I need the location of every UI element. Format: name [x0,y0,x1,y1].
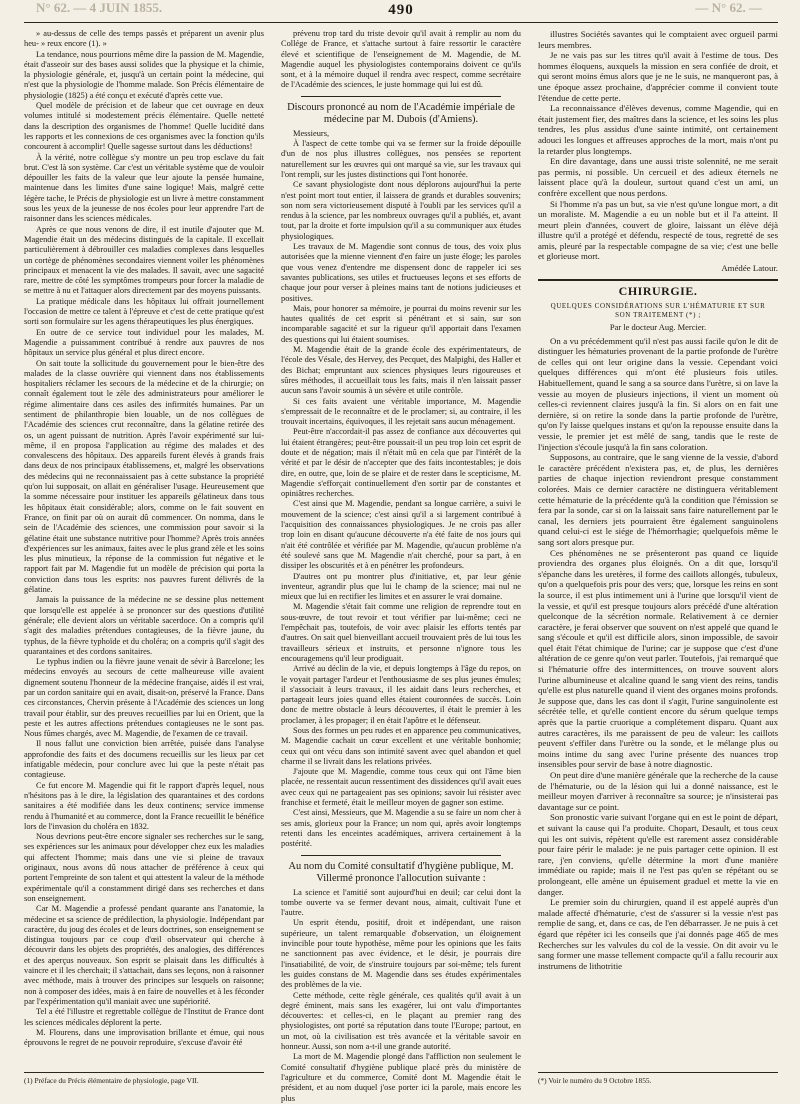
paragraph: On a vu précédemment qu'il n'est pas aussi facile qu'on le dit de distinguer les hématuries provenant de la partie profonde de l'urètre de celles qui ont leur origine dans la vessie. Cependant voici quelques différences qui m'ont été plusieurs fois utiles. Habituellement, quand le sang a sa source dans l'urètre, si on lave la vessie au moyen de plusieurs injections, il vient un moment où celles-ci reviennent claires jusqu'à la fin. Si alors on en fait une dernière, si on retire la sonde dans la partie profonde de l'urètre, qu'on l'y laisse quelques instans et qu'on la repousse ensuite dans la vessie, le premier jet est mêlé de sang, tandis que le reste de l'injection s'écoule jusqu'à la fin sans coloration. [538,335,778,452]
paragraph: La tendance, nous pourrions même dire la passion de M. Magendie, était d'asseoir sur des bases aussi solides que la physique et la chimie, la physiologie générale, et, jusqu'à un certain point la médecine, qui n'est que la physiologie de l'homme malade. Son Précis élémentaire de physiologie (1825) a été conçu et exécuté d'après cette vue. [24,49,264,100]
section-title: CHIRURGIE. [618,283,698,298]
paragraph: On sait toute la sollicitude du gouvernement pour le bien-être des malades de la classe ouvrière qui viennent dans nos établissements hospitaliers réclamer les secours de la médecine et de la chirurgie; on connaît également tout le zèle des administrateurs pour améliorer le régime alimentaire dans ces asiles des infirmités humaines. Par un sentiment de philanthropie bien louable, un de nos collègues de l'Académie des sciences crut reconnaître, dans la gélatine retirée des os, un agent puissant de nutrition. Après l'avoir expérimenté sur lui-même, il en proposa l'application au régime des malades et des convalescens des hôpitaux. Des appareils furent élevés à grands frais dans deux de nos principaux établissemens, et, malgré les observations des médecins qui ne reconnaissaient pas à cette substance la propriété qu'on lui supposait, on allait en généraliser l'usage. Heureusement que la somme nécessaire pour instituer les appareils gélatineux dans tous les hôpitaux était considérable; alors, comme on le fait souvent en France, on finit par où on aurait dû commencer. On nomma, dans le sein de l'Académie des sciences, une commission pour savoir si la gélatine était une substance nutritive pour l'homme? Après trois années d'expériences sur les animaux, faites avec le plus grand zèle et les soins les plus minutieux, la réponse de la commission fut négative et le rapport fait par M. Magendie fut un modèle de précision qui porta la conviction dans tous les esprits: nos pauvres furent délivrés de la gélatine. [24,358,264,595]
bleed-through-right: — N° 62. — [695,0,762,15]
section-rule [538,279,778,281]
speech-villerme [281,888,521,1104]
paragraph: Mais, pour honorer sa mémoire, je pourrai du moins revenir sur les hautes qualités de cet esprit si pénétrant et si sain, sur son incomparable sagacité et sur la rigueur qu'il apportait dans l'examen des questions qui lui étaient soumises. [281,303,521,344]
paragraph: Un esprit étendu, positif, droit et indépendant, une raison supérieure, un talent remarquable d'observation, un éloignement invincible pour toute hypothèse, même pour les opinions que les faits ne sanctionnent pas avec évidence, et le désir, je pourrais dire l'insatiabilité, de voir, de s'instruire toujours par soi-même; tels furent les guides constans de M. Magendie dans ses études expérimentales des problèmes de la vie. [281,918,521,990]
paragraph: » au-dessus de celle des temps passés et préparent un avenir plus heu- » reux encore (1). » [24,29,264,49]
article-body [538,336,778,972]
speech-heading-villerme: Au nom du Comité consultatif d'hygiène publique, M. Villermé prononce l'allocution suivante : [288,860,514,884]
bleed-through-left: N° 62. — 4 JUIN 1855. [36,0,163,15]
paragraph: À la vérité, notre collègue s'y montre un peu trop esclave du fait brut. C'est là son système. Car c'est un véritable système que de vouloir dépouiller les faits de la valeur que leur ajoute la pensée humaine, maintenue dans les limites d'une saine logique! Mais, malgré cette légère tache, le Précis de physiologie est un livre à mettre constamment sous les yeux de la jeunesse de nos écoles pour leur apprendre l'art de raisonner dans les sciences médicales. [24,152,264,224]
column-1 [24,29,264,1091]
paragraph: Peut-être n'accordait-il pas assez de confiance aux découvertes qui lui étaient étrangères; peut-être poussait-il un peu trop loin cet esprit de doute et de négation; mais il n'était mû en cela que par l'intérêt de la vérité et par le désir de n'accepter que des faits incontestables; je dois dire, en outre, que, loin de se plaire et de rester dans le scepticisme, M. Magendie s'efforçait continuellement d'en sortir par de constantes et opiniâtres recherches. [281,427,521,499]
column-2 [281,29,521,1103]
speech-heading-dubois: Discours prononcé au nom de l'Académie impériale de médecine par M. Dubois (d'Amiens). [287,101,515,125]
paragraph: Jamais la puissance de la médecine ne se dessine plus nettement que lorsqu'elle est appelée à se prononcer sur des questions d'utilité générale; elle devient alors un véritable sacerdoce. On a compris qu'il s'agit des maladies prétendues contagieuses, de la fièvre jaune, du typhus, de la fièvre typhoïde et du choléra; on a compris qu'il s'agit des quarantaines et des cordons sanitaires. [24,595,264,656]
paragraph: Il nous fallut une conviction bien arrêtée, puisée dans l'analyse approfondie des faits et des documens recueillis sur les lieux par cet infatigable médecin, pour conclure avec lui que la peste n'était pas contagieuse. [24,739,264,780]
paragraph: À l'aspect de cette tombe qui va se fermer sur la froide dépouille d'un de nos plus illustres collègues, nos pensées se reportent naturellement sur les œuvres qui ont marqué sa vie, sur les travaux qui l'ont rempli, sur les justes distinctions qui l'ont honorée. [281,139,521,179]
signature: Amédée Latour. [721,263,778,274]
column-1-body [24,29,264,1048]
paragraph: Tel a été l'illustre et regrettable collègue de l'Institut de France dont les sciences médicales déplorent la perte. [24,1007,264,1027]
page-number: 490 [388,2,414,18]
paragraph: illustres Sociétés savantes qui le comptaient avec orgueil parmi leurs membres. [538,29,778,50]
paragraph: J'ajoute que M. Magendie, comme tous ceux qui ont l'âme bien placée, ne ressentait aucun ressentiment des dissidences qu'il avait eues avec ceux qui ne partageaient pas ses opinions; savoir lui résister avec franchise et fermeté, était le meilleur moyen de gagner son estime. [281,767,521,808]
paragraph: D'autres ont pu montrer plus d'initiative, et, par leur génie inventeur, agrandir plus que lui le champ de la science; mai nul ne mieux que lui en rectifier les limites et en assurer le vrai domaine. [281,571,521,602]
paragraph: Sous des formes un peu rudes et en apparence peu communicatives, M. Magendie cachait un cœur excellent et une véritable bonhomie; ceux qui ont vécu dans son intimité savent avec quel abandon et quel charme il se livrait dans les relations privées. [281,726,521,766]
paragraph: En dire davantage, dans une aussi triste solennité, ne me serait pas permis, ni possible. Un cercueil et des adieux éternels ne laissent place qu'à la douleur, surtout quand c'est un ami, un confrère excellent que nous perdons. [538,156,778,198]
footnote: (1) Préface du Précis élémentaire de physiologie, page VII. [24,1072,264,1085]
paragraph: M. Magendie s'était fait comme une religion de reprendre tout en sous-œuvre, de tout revoir et tout vérifier par lui-même; ceci ne l'empêchait pas, toutefois, de voir avec plaisir les efforts tentés par d'autres. On sait quel bienveillant accueil trouvaient près de lui tous les travailleurs sérieux et instruits, et personne n'ignore tous les encouragemens qu'il leur prodiguait. [281,602,521,663]
column-3 [538,29,778,1091]
paragraph: M. Flourens, dans une improvisation brillante et émue, qui nous éprouvons le regret de ne pouvoir reproduire, s'excuse d'avoir été [24,1027,264,1048]
paragraph: Le typhus indien ou la fièvre jaune venait de sévir à Barcelone; les médecins envoyés au secours de cette malheureuse ville avaient dignement soutenu l'honneur de la médecine française, aidés il est vrai, par un cordon sanitaire qui en avait, disait-on, préservé la France. Dans ces circonstances, Chervin présente à l'Académie des sciences un long travail pour établir, sur des preuves recueillies par lui en Orient, que la peste et les autres affections prétendues contagieuses ne le sont pas. Nous fûmes chargés, avec M. Magendie, de l'examen de ce travail. [24,657,264,739]
paragraph: La science et l'amitié sont aujourd'hui en deuil; car celui dont la tombe ouverte va se fermer devant nous, aimait, cultivait l'une et l'autre. [281,887,521,918]
column-3-intro [538,29,778,262]
paragraph: Ce fut encore M. Magendie qui fit le rapport d'après lequel, nous n'hésitons pas à le dire, la législation des quarantaines et des cordons sanitaires a été modifiée dans les deux continens; service immense rendu à l'humanité et au commerce, dont la France recueillit le bénéfice lors de l'invasion du choléra en 1832. [24,780,264,831]
paragraph: M. Magendie était de la grande école des expérimentateurs, de l'école des Vésale, des Hervey, des Pecquet, des Malpighi, des Haller et des Bichat; empruntant aux sciences physiques leurs rigoureuses et sûres méthodes, il accueillait tous les faits, mais il n'en laissait passer aucun sans l'avoir soumis à un sévère et utile contrôle. [281,345,521,396]
paragraph: Les travaux de M. Magendie sont connus de tous, des voix plus autorisées que la mienne viennent d'en faire un juste éloge; les paroles que vous venez d'entendre me dispensent donc de rappeler ici ses savantes publications, ses utiles et fructueuses leçons et ses efforts de chaque jour pour verser à pleines mains tant de notions judicieuses et positives. [281,242,521,303]
paragraph: prévenu trop tard du triste devoir qu'il avait à remplir au nom du Collége de France, et s'attache surtout à faire ressortir le caractère élevé et scientifique de l'enseignement de M. Magendie, de M. Magendie auquel les physiologistes contemporains doivent ce qu'ils sont, et à la mémoire duquel il rendra avec respect, comme secrétaire de l'Académie des sciences, le juste hommage qui lui est dû. [281,29,521,90]
paragraph: Ces phénomènes ne se présenteront pas quand ce liquide proviendra des organes plus éloignés. On a dit que, lorsqu'il s'épanche dans les uretères, il forme des caillots allongés, tubuleux, qu'on a quelquefois pris pour des vers; que, lorsque les reins en sont la source, il est plus intimement uni à l'urine que lorsqu'il vient de la vessie, et qu'il est presque toujours alors précédé d'une altération quelconque de la sécrétion normale. Relativement à ce dernier caractère, je ferai observer que souvent on n'est appelé que quand le sang s'écoule et qu'il est difficile alors, sinon impossible, de savoir quel était l'état chimique de l'urine; car je suppose que c'est d'une altération de ce genre qu'on veut parler. Toutefois, j'ai remarqué que si l'hématurie offre des intermittences, on trouve souvent alors l'urine albumineuse et alcaline quand le sang vient des reins, tandis qu'elle est plus naturelle quand il vient des organes moins profonds. Je suppose que, dans les cas dont il s'agit, l'urine sanguinolente est sécrétée telle, et qu'elle contient encore du sérum quelque temps après que la partie cruorique a complétement disparu. Quant aux autres caractères, ils me paraissent de peu de valeur: les caillots peuvent s'effiler dans l'urètre ou la sonde, et le mélange plus ou moins intime du sang avec l'urine présente des nuances trop insensibles pour servir de base à notre diagnostic. [538,547,778,770]
divider [301,96,501,97]
paragraph: Le premier soin du chirurgien, quand il est appelé auprès d'un malade affecté d'hématurie, c'est de s'assurer si la vessie n'est pas remplie de sang, et, dans ce cas, de l'en débarrasser. Je ne puis à cet égard que répéter ici les conseils que j'ai donnés page 465 de mes Recherches sur les valvules du col de la vessie. On dit avoir vu le sang former une masse tellement compacte qu'il a fallu recourir aux instrumens de lithotritie [538,897,778,971]
paragraph: Quel modèle de précision et de labeur que cet ouvrage en deux volumes intitulé si modestement précis élémentaire. Quelle netteté dans la description des organismes de l'homme! Quelle lucidité dans les rapports et les connexions de ces organismes avec la fonction qu'ils concourent à accomplir! Quelle sagesse surtout dans les déductions! [24,101,264,152]
footnote: (*) Voir le numéro du 9 Octobre 1855. [538,1072,778,1085]
page-header [24,0,778,23]
paragraph: La reconnaissance d'élèves devenus, comme Magendie, qui en était justement fier, des maîtres dans la science, et les soins les plus tendres, les plus assidus d'une sainte intimité, ont certainement adouci les longues et affreuses approches de la mort, mais n'ont pu la retarder plus longtemps. [538,103,778,156]
paragraph: Après ce que nous venons de dire, il est inutile d'ajouter que M. Magendie était un des médecins distingués de la capitale. Il excellait particulièrement à débrouiller ces maladies complexes dans lesquelles un cortège de phénomènes secondaires viennent voiler les phénomènes principaux et menacent la vie des malades. Il savait, avec une sagacité rare, mettre de côté les symptômes trompeurs pour forcer la maladie de se mettre à nu et l'attaquer alors directement par des moyens puissants. [24,224,264,296]
paragraph: Supposons, au contraire, que le sang vienne de la vessie, d'abord le caractère précédent n'existera pas, et, de plus, les dernières parties de chaque injection reviendront presque constamment colorées. Mais ce dernier caractère ne distinguera véritablement cette hématurie de la précédente qu'à la condition que l'émission se fera par la sonde, car si on la laissait sans faire naturellement par le canal, les derniers jets pourraient être également sanguinolens quand celui-ci est le siége de l'hémorrhagie; quelquefois même le sang sort alors presque pur. [538,452,778,547]
paragraph: Si l'homme n'a pas un but, sa vie n'est qu'une longue mort, a dit un moraliste. M. Magendie a eu un noble but et il l'a atteint. Il meurt plein d'années, couvert de gloire, laissant un élève déjà illustre qu'il a protégé et défendu, respecté de tous, regretté de ses amis, pleuré par la respectable compagne de sa vie; c'est une belle et glorieuse mort. [538,198,778,262]
article-subtitle: QUELQUES CONSIDÉRATIONS SUR L'HÉMATURIE ET SUR SON TRAITEMENT (*) ; [550,301,766,319]
paragraph: Nous devrions peut-être encore signaler ses recherches sur le sang, ses expériences sur les animaux pour développer chez eux les maladies qui affectent l'homme; mais dans une vie si pleine de travaux originaux, nous avons dû nous attacher de préférence à ceux qui portent l'empreinte de son talent et qui attestent la valeur de la méthode expérimentale qu'il a constamment dirigé dans ses recherches et dans son enseignement. [24,832,264,903]
paragraph: Je ne vais pas sur les titres qu'il avait à l'estime de tous. Des hommes éloquens, auxquels la mission en sera confiée de droit, et qui seront moins émus alors que je ne le suis, ne manqueront pas, à une époque assez prochaine, d'apprécier comme il convient toute l'étendue de cette perte. [538,50,778,103]
paragraph: La mort de M. Magendie plongé dans l'affliction non seulement le Comité consultatif d'hygiène publique placé près du ministère de l'agriculture et du commerce, Comité dont M. Magendie était le président, et au nom duquel j'ose porter ici la parole, mais encore les plus [281,1052,521,1103]
paragraph: C'est ainsi que M. Magendie, pendant sa longue carrière, a suivi le mouvement de la science; c'est ainsi qu'il a si largement contribué à l'acquisition des connaissances physiologiques. Je ne crois pas aller trop loin en disant qu'aucune découverte n'a été faite de nos jours qui n'ait été contrôlée et vérifiée par M. Magendie, qu'aucun problème n'a été soulevé sans que M. Magendie n'ait cherché, pour sa part, à en dissiper les obscurités et à en pénétrer les profondeurs. [281,499,521,571]
divider [301,855,501,856]
speech-dubois [281,129,521,850]
paragraph: Car M. Magendie a professé pendant quarante ans l'anatomie, la médecine et sa science de prédilection, la physiologie. Indépendant par caractère, du joug des écoles et de leurs doctrines, son enseignement se distingua toujours par ce coup d'œil observateur qui cherche à découvrir dans les objets des propriétés, des analogies, des différences et des aperçus nouveaux. Son esprit se plaisait dans les difficultés à vaincre et il les cherchait; il s'attachait, dans ses leçons, non à raisonner avec méthode, mais à trouver des principes sur lesquels on raisonne; non à composer des idées, mais à en faire de nouvelles et à les féconder par l'expérimentation qu'il maniait avec une supériorité. [24,904,264,1006]
paragraph: Son pronostic varie suivant l'organe qui en est le point de départ, et suivant la cause qui l'a produite. Chopart, Desault, et tous ceux qui les ont suivis, répètent qu'elle est rarement assez considérable pour faire périr le malade: je ne puis partager cette opinion. Il est rare, j'en conviens, qu'elle détermine la mort d'une manière immédiate ou rapide; mais il ne l'est pas qu'en se répétant ou se prolongeant, elle amène un épuisement graduel et mette la vie en danger. [538,812,778,897]
paragraph: Messieurs, [293,128,330,138]
paragraph: Arrivé au déclin de la vie, et depuis longtemps à l'âge du repos, on le voyait partager l'ardeur et l'enthousiasme de ses plus jeunes émules; il s'associait à leurs travaux, il les aidait dans leurs recherches, et partageait leurs joies quand elles étaient couronnées de succès. Loin donc de mettre obstacle à leurs découvertes, il était le premier à les proclamer, à les propager; il en était l'apôtre et le défenseur. [281,664,521,725]
column-2-intro [281,29,521,91]
paragraph: Si ces faits avaient une véritable importance, M. Magendie s'empressait de le reconnaître et de le proclamer; si, au contraire, il les trouvait incertains, équivoques, il les rejetait sans aucun ménagement. [281,396,521,427]
paragraph: La pratique médicale dans les hôpitaux lui offrait journellement l'occasion de mettre ce talent à l'épreuve et c'est de cette pratique qu'est sorti son formulaire sur les agens thérapeutiques les plus énergiques. [24,296,264,327]
paragraph: En outre de ce service tout individuel pour les malades, M. Magendie a puissamment contribué à rendre aux pauvres de nos hôpitaux un service plus général et plus direct encore. [24,327,264,358]
paragraph: Cette méthode, cette règle générale, ces qualités qu'il avait à un degré éminent, mais sans les exagérer, lui ont valu d'importantes découvertes: et celles-ci, en le plaçant au premier rang des physiologistes, ont porté sa réputation dans toute l'Europe; partout, en un mot, où la civilisation est très avancée et la véritable savoir en honneur. Aussi, son nom a-t-il une grande autorité. [281,990,521,1052]
paragraph: On peut dire d'une manière générale que la recherche de la cause de l'hématurie, ou de la lésion qui lui a donné naissance, est le meilleur moyen d'arriver à reconnaître sa source; je n'insisterai pas davantage sur ce point. [538,770,778,812]
article-byline: Par le docteur Aug. Mercier. [609,321,707,332]
paragraph: C'est ainsi, Messieurs, que M. Magendie a su se faire un nom cher à ses amis, glorieux pour la France; un nom qui, après avoir longtemps retenti dans les enceintes académiques, arrivera certainement à la postérité. [281,808,521,849]
paragraph: Ce savant physiologiste dont nous déplorons aujourd'hui la perte n'est point mort tout entier, il laissera de grands et durables souvenirs; son nom sera victorieusement disputé à l'oubli par les services qu'il a rendus à la science, par les nombreux ouvrages qu'il a publiés, et, avant tout, par la droite et forte impulsion qu'il a su communiquer aux études physiologiques. [281,180,521,241]
